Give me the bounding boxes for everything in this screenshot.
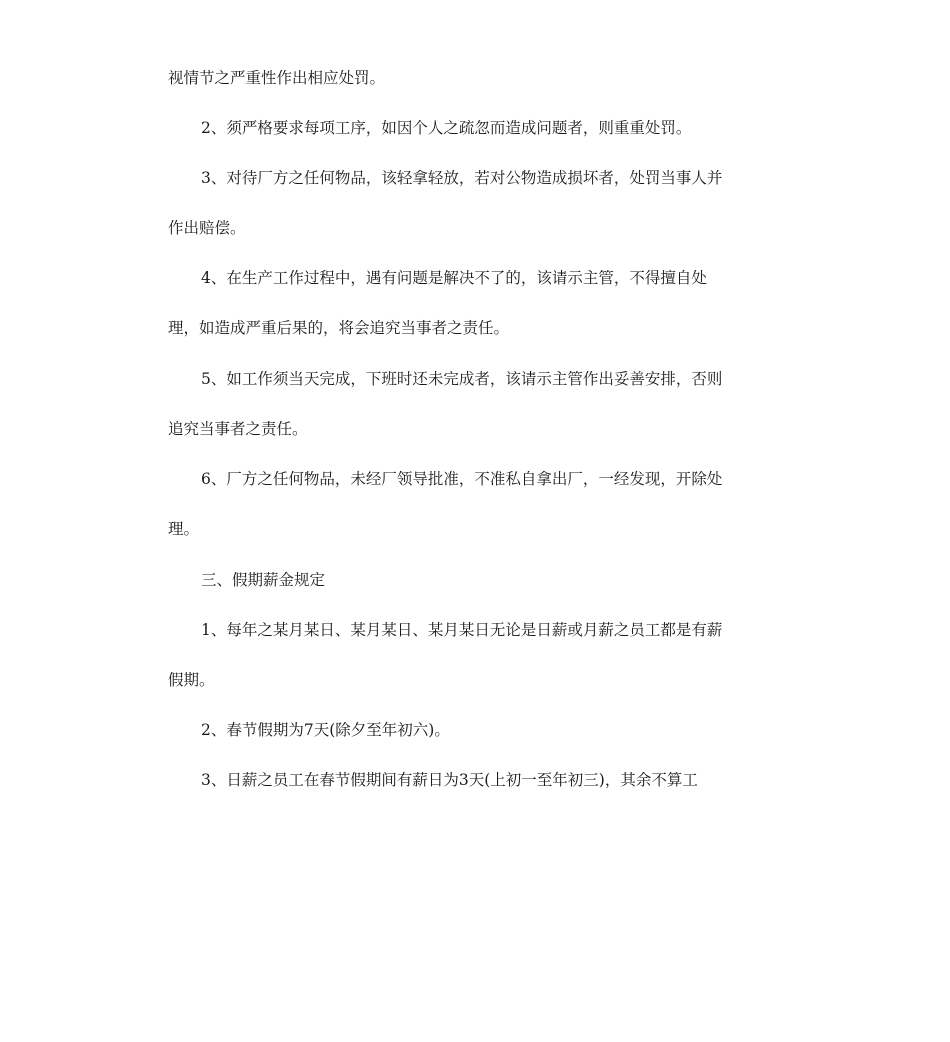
paragraph-line: 理，如造成严重后果的，将会追究当事者之责任。 (168, 319, 510, 337)
paragraph-line: 视情节之严重性作出相应处罚。 (168, 69, 386, 87)
paragraph-line: 理。 (168, 520, 200, 538)
section-heading: 三、假期薪金规定 (201, 571, 326, 589)
paragraph-line: 3、日薪之员工在春节假期间有薪日为3天(上初一至年初三)，其余不算工 (201, 771, 698, 789)
paragraph-line: 1、每年之某月某日、某月某日、某月某日无论是日薪或月薪之员工都是有薪 (201, 621, 723, 639)
paragraph-line: 作出赔偿。 (168, 219, 246, 237)
paragraph-line: 6、厂方之任何物品，未经厂领导批准，不准私自拿出厂，一经发现，开除处 (201, 470, 723, 488)
paragraph-line: 4、在生产工作过程中，遇有问题是解决不了的，该请示主管，不得擅自处 (201, 269, 707, 287)
paragraph-line: 假期。 (168, 671, 215, 689)
paragraph-line: 5、如工作须当天完成，下班时还未完成者，该请示主管作出妥善安排，否则 (201, 370, 723, 388)
paragraph-line: 3、对待厂方之任何物品，该轻拿轻放，若对公物造成损坏者，处罚当事人并 (201, 169, 723, 187)
paragraph-line: 2、须严格要求每项工序，如因个人之疏忽而造成问题者，则重重处罚。 (201, 119, 692, 137)
paragraph-line: 追究当事者之责任。 (168, 420, 308, 438)
paragraph-line: 2、春节假期为7天(除夕至年初六)。 (201, 721, 450, 739)
